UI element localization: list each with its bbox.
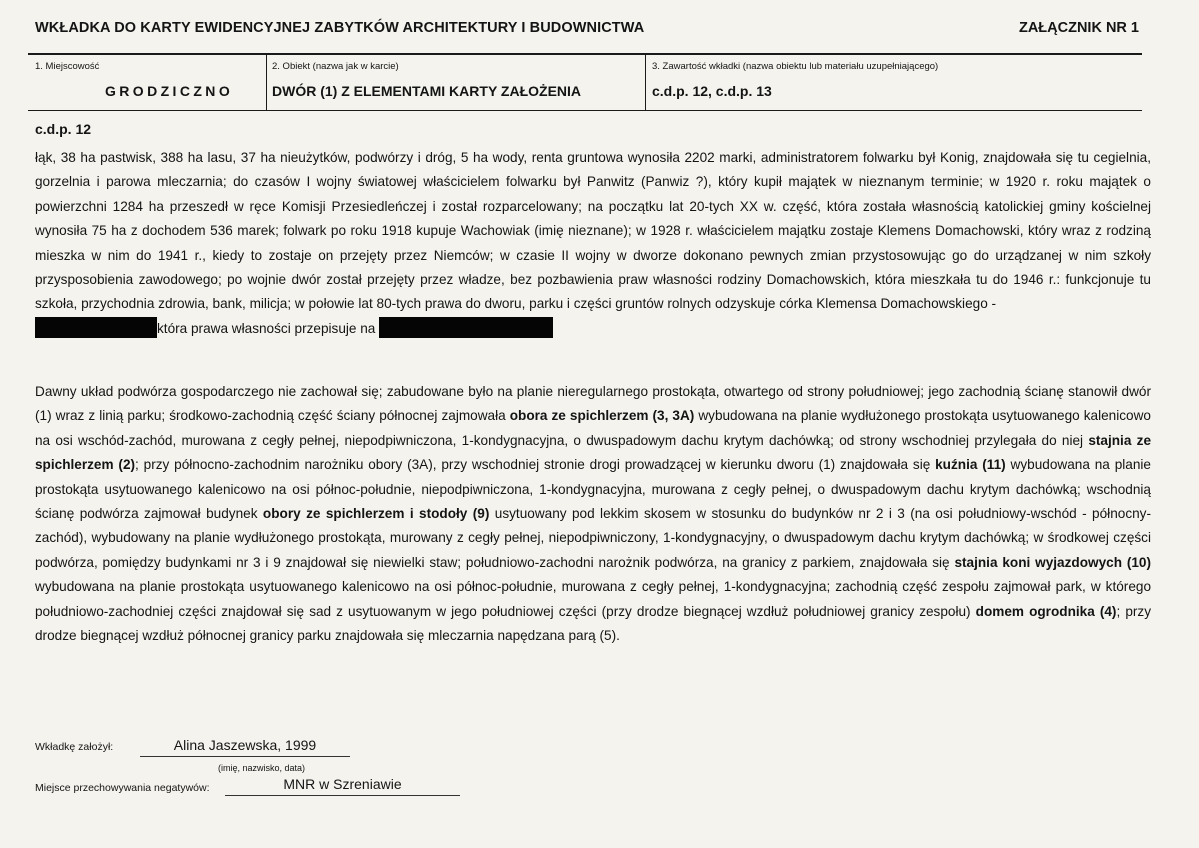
text-segment: wybudowana na planie prostokąta usytuowanego kalenicowo na osi północ-południe, niepodpiwniczona, 1-kondygnacyjna, murowana z cegły pełnej, o dwuspadowym dachu krytym dachówką; wschodnią ścianę podwórza zajmował budynek — [35, 457, 1151, 522]
author-underline — [140, 756, 350, 757]
field-value-locality: GRODZICZNO — [105, 83, 234, 99]
text-segment: wybudowana na planie prostokąta usytuowanego kalenicowo na osi północ-południe, murowana z cegły pełnej, 1-kondygnacyjna; zachodnią część zespołu zajmował park, w którego południowo-zachodniej części znajdował się sad z usytuowanym w jego południowej części (przy drodze biegnącej wzdłuż południowej granicy zespołu) — [35, 579, 1151, 619]
author-value: Alina Jaszewska, 1999 — [173, 737, 317, 753]
text-segment: usytuowany pod lekkim skosem w stosunku do budynków nr 2 i 3 (na osi południowy-wschód - północny-zachód), wybudowany na planie wydłużonego prostokąta, murowany z cegły pełnej, niepodpiwniczony, 1-kondygnacyjny, o dwuspadowym dachu krytym dachówką; w środkowej części podwórza, pomiędzy budynkami nr 3 i 9 znajdował się niewielki staw; południowo-zachodni narożnik podwórza, na granicy z parkiem, znajdowała się — [35, 506, 1151, 570]
header-rule — [28, 53, 1142, 55]
text-segment: ; przy drodze biegnącej wzdłuż północnej granicy parku znajdowała się mleczarnia napędzana parą (5). — [35, 603, 1151, 644]
field-value-contents: c.d.p. 12, c.d.p. 13 — [652, 83, 772, 99]
fields-rule — [28, 110, 1142, 111]
field-separator — [645, 55, 646, 110]
storage-underline — [225, 795, 460, 796]
section-heading: c.d.p. 12 — [35, 121, 92, 137]
building-name: obora ze spichlerzem (3, 3A) — [509, 408, 695, 424]
text-segment: wybudowana na planie wydłużonego prostokąta usytuowanego kalenicowo na osi wschód-zachód, murowana z cegły pełnej, niepodpiwniczona, 1-kondygnacyjna, o dwuspadowym dachu krytym dachówką; od strony wschodniej przylegała do niej — [35, 408, 1151, 448]
building-name: stajnia koni wyjazdowych (10) — [954, 554, 1151, 570]
document-title: WKŁADKA DO KARTY EWIDENCYJNEJ ZABYTKÓW ARCHITEKTURY I BUDOWNICTWA — [35, 20, 645, 36]
author-label: Wkładkę założył: — [35, 741, 114, 753]
building-name: stajnia ze spichlerzem (2) — [35, 432, 1151, 473]
annex-number: ZAŁĄCZNIK NR 1 — [1018, 20, 1139, 36]
history-tail: która prawa własności przepisuje na — [157, 320, 376, 336]
storage-label: Miejsce przechowywania negatywów: — [35, 782, 210, 794]
field-label-object: 2. Obiekt (nazwa jak w karcie) — [272, 61, 399, 72]
field-label-contents: 3. Zawartość wkładki (nazwa obiektu lub materiału uzupełniającego) — [652, 61, 939, 72]
storage-value: MNR w Szreniawie — [283, 776, 402, 792]
text-segment: ; przy północno-zachodnim narożniku obory (3A), przy wschodniej stronie drogi prowadzącej w kierunku dworu (1) znajdowała się — [135, 457, 936, 473]
redaction-box — [35, 317, 157, 338]
field-label-locality: 1. Miejscowość — [35, 61, 100, 72]
history-paragraph — [35, 146, 1151, 341]
text-segment: Dawny układ podwórza gospodarczego nie zachował się; zabudowane było na planie nieregularnego prostokąta, otwartego od strony południowej; jego zachodnią ścianę stanowił dwór (1) wraz z linią parku; środkowo-zachodnią część ściany północnej zajmowała — [35, 384, 1151, 424]
building-name: kuźnia (11) — [935, 457, 1006, 473]
history-text: łąk, 38 ha pastwisk, 388 ha lasu, 37 ha nieużytków, podwórzy i dróg, 5 ha wody, renta gruntowa wynosiła 2202 marki, administratorem folwarku był Konig, znajdowała się tu cegielnia, gorzelnia i parowa mleczarnia; do czasów I wojny światowej właścicielem folwarku był Panwitz (Panwiz ?), który kupił majątek w nieznanym terminie; w 1920 r. roku majątek o powierzchni 1284 ha przeszedł w ręce Komisji Przesiedleńczej i został rozparcelowany; na początku lat 20-tych XX w. część, która została własnością katolickiej gminy kościelnej wynosiła 75 ha z dochodem 536 marek; folwark po roku 1918 kupuje Wachowiak (imię nieznane); w 1928 r. właścicielem majątku zostaje Klemens Domachowski, który wraz z rodziną mieszka w nim do 1941 r., kiedy to zostaje on przejęty przez Niemców; w czasie II wojny w dworze dokonano pewnych zmian przystosowując go do urządzanej w nim szkoły przysposobienia zawodowego; po wojnie dwór został przejęty przez władze, bez pozbawienia praw własności rodziny Domachowskich, która mieszkała tu do 1946 r.: funkcjonuje tu szkoła, przychodnia zdrowia, bank, milicja; w połowie lat 80-tych prawa do dworu, parku i części gruntów rolnych odzyskuje córka Klemensa Domachowskiego - — [35, 150, 1151, 312]
field-value-object: DWÓR (1) Z ELEMENTAMI KARTY ZAŁOŻENIA — [272, 83, 582, 99]
field-separator — [266, 55, 267, 110]
layout-paragraph — [35, 380, 1151, 648]
building-name: domem ogrodnika (4) — [975, 603, 1117, 619]
author-hint: (imię, nazwisko, data) — [218, 763, 306, 773]
redaction-box — [379, 317, 553, 338]
building-name: obory ze spichlerzem i stodoły (9) — [262, 506, 490, 522]
